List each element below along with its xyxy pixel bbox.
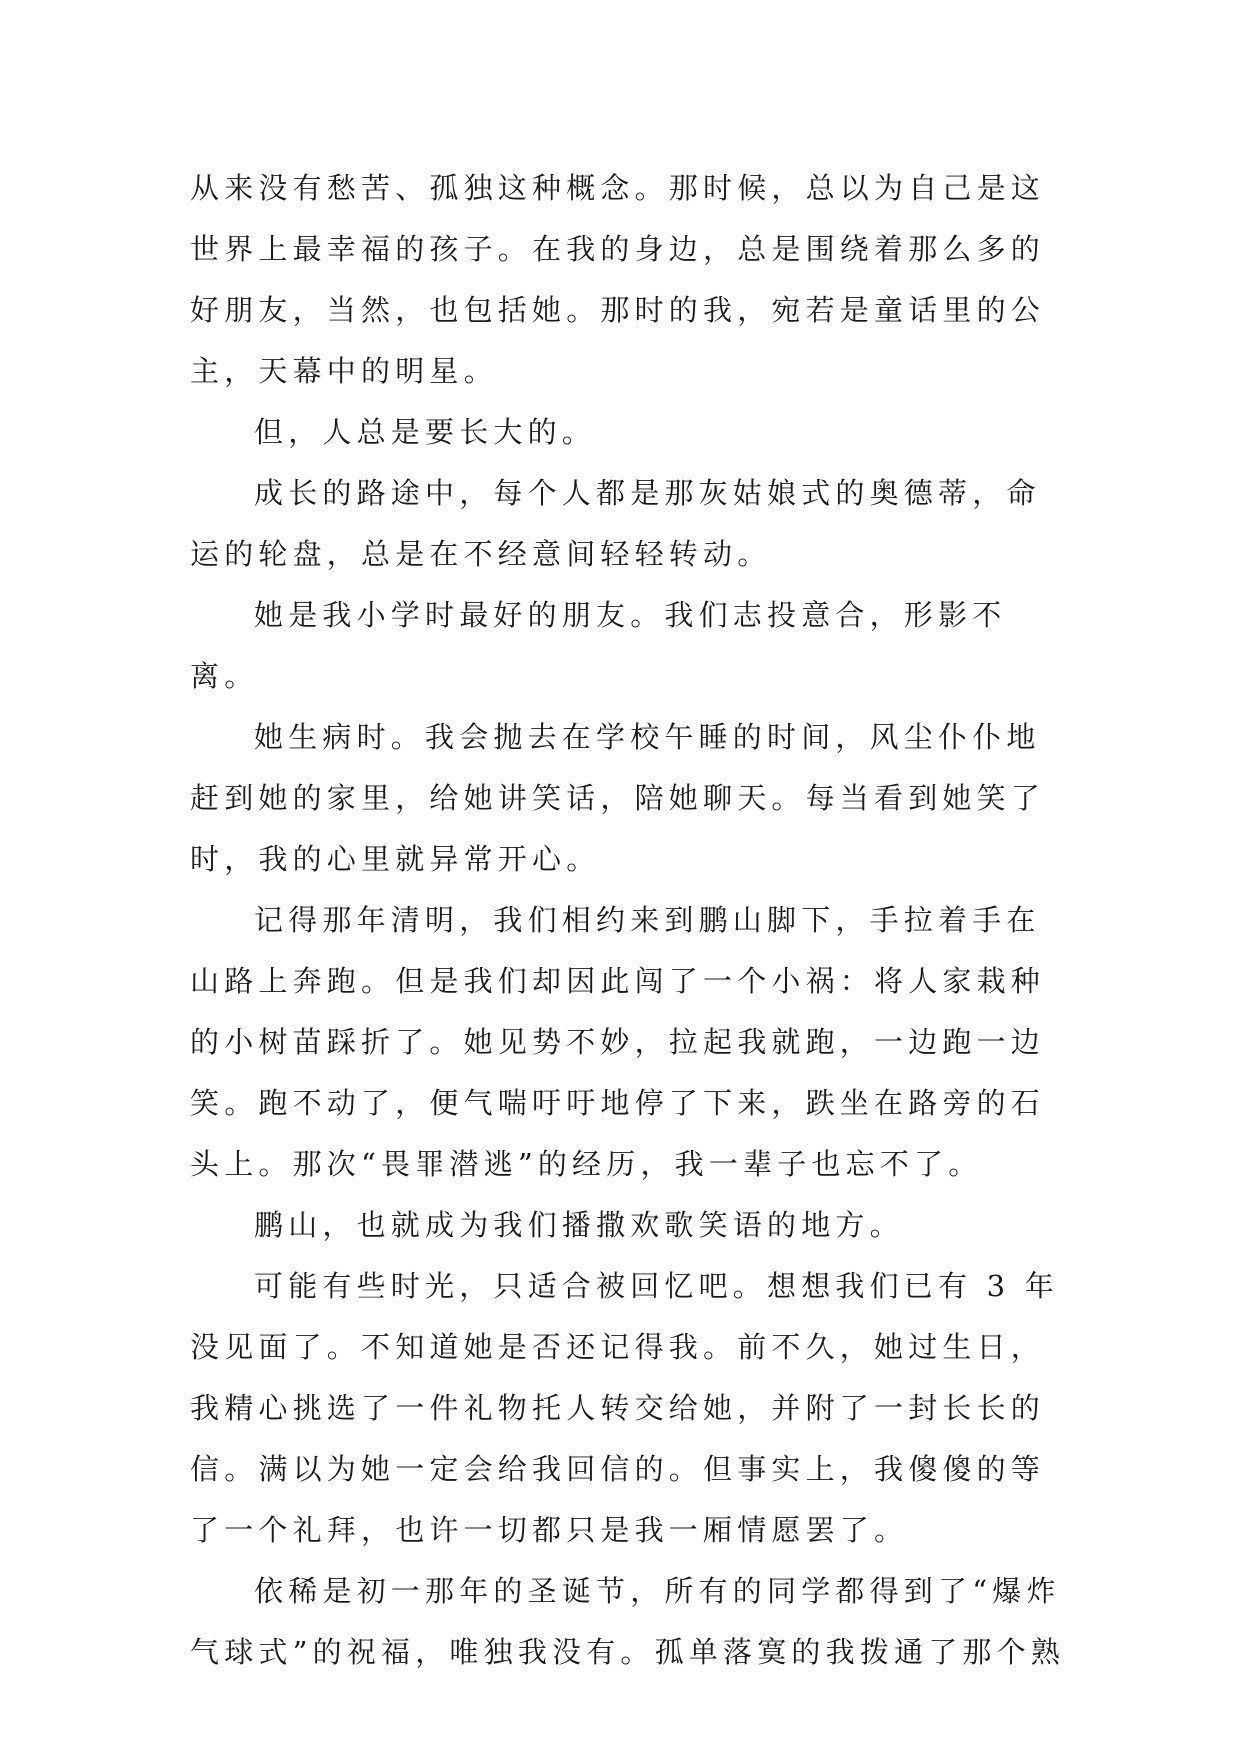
paragraph-2: 但，人总是要长大的。 — [254, 415, 597, 449]
paragraph-6: 记得那年清明，我们相约来到鹏山脚下，手拉着手在山路上奔跑。但是我们却因此闯了一个小祸：将人家栽种的小树苗踩折了。她见势不妙，拉起我就跑，一边跑一边笑。跑不动了，便气喘吁吁地停了下来，跌坐在路旁的石头上。那次“畏罪潜逃”的经历，我一辈子也忘不了。 — [190, 903, 1046, 1181]
paragraph-7: 鹏山，也就成为我们播撒欢歌笑语的地方。 — [254, 1208, 904, 1242]
paragraph-1: 从来没有愁苦、孤独这种概念。那时候，总以为自己是这世界上最幸福的孩子。在我的身边，总是围绕着那么多的好朋友，当然，也包括她。那时的我，宛若是童话里的公主，天幕中的明星。 — [190, 171, 1046, 388]
paragraph-5: 她生病时。我会抛去在学校午睡的时间，风尘仆仆地赶到她的家里，给她讲笑话，陪她聊天。每当看到她笑了时，我的心里就异常开心。 — [190, 720, 1046, 876]
paragraph-3: 成长的路途中，每个人都是那灰姑娘式的奥德蒂，命运的轮盘，总是在不经意间轻轻转动。 — [190, 476, 1041, 571]
document-body — [190, 158, 1070, 1683]
paragraph-9: 依稀是初一那年的圣诞节，所有的同学都得到了“爆炸气球式”的祝福，唯独我没有。孤单落寞的我拨通了那个熟 — [190, 1574, 1066, 1669]
paragraph-4: 她是我小学时最好的朋友。我们志投意合，形影不离。 — [190, 598, 1007, 693]
paragraph-8: 可能有些时光，只适合被回忆吧。想想我们已有 3 年没见面了。不知道她是否还记得我。前不久，她过生日，我精心挑选了一件礼物托人转交给她，并附了一封长长的信。满以为她一定会给我回信的。但事实上，我傻傻的等了一个礼拜，也许一切都只是我一厢情愿罢了。 — [190, 1269, 1059, 1547]
